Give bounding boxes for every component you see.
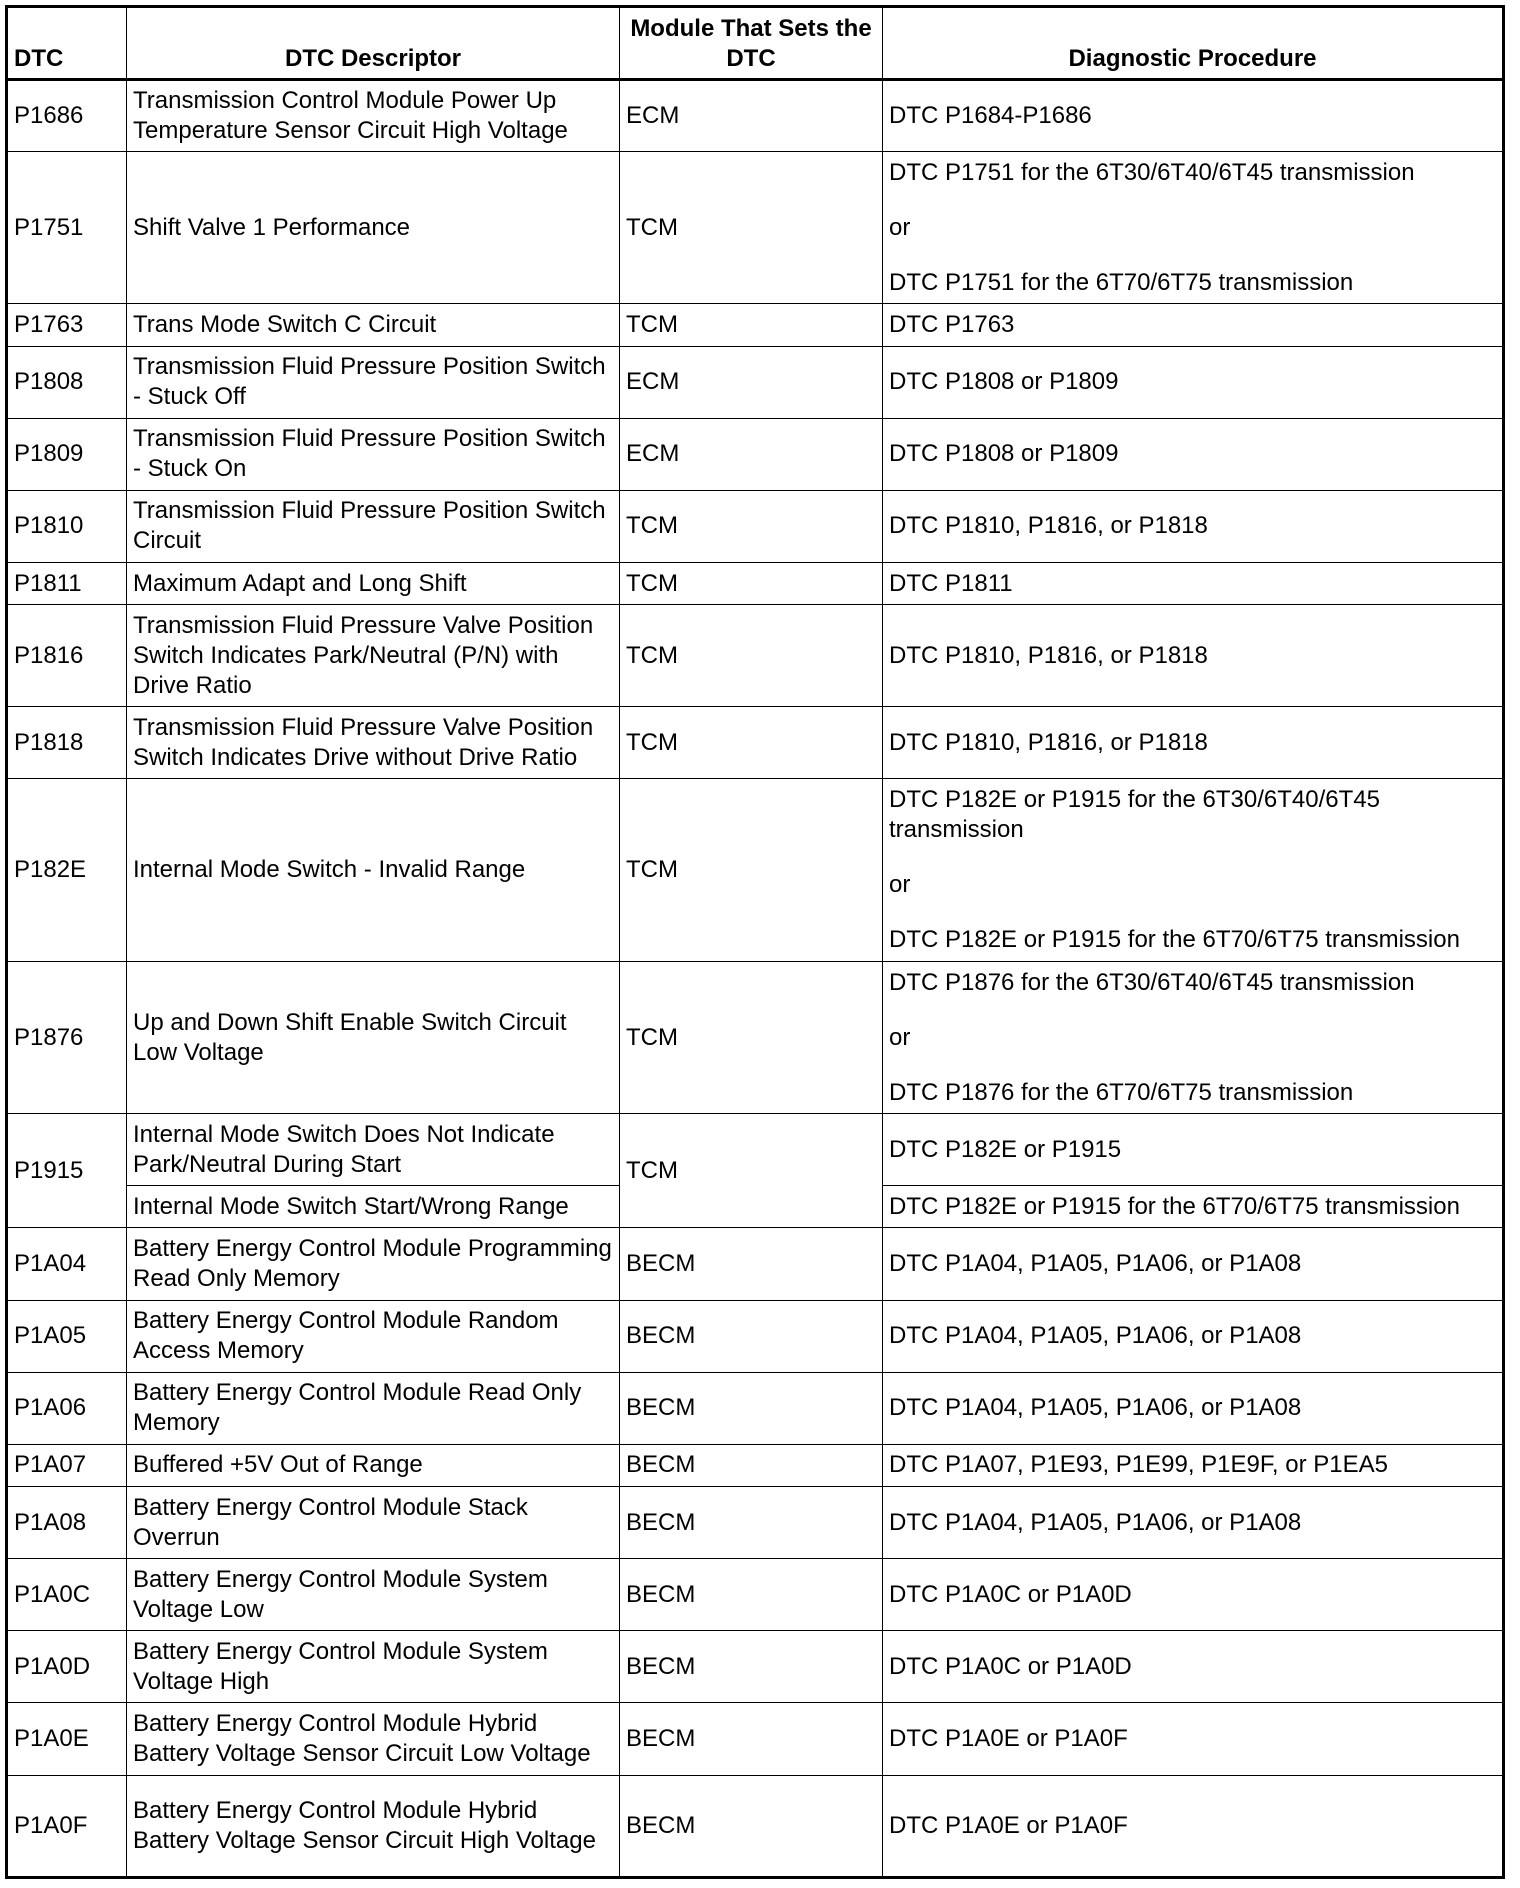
diagnostic-procedure-cell bbox=[883, 1631, 1504, 1703]
module-cell: BECM bbox=[620, 1703, 883, 1775]
module-cell: BECM bbox=[620, 1228, 883, 1300]
table-row bbox=[7, 346, 1504, 418]
dtc-descriptor-cell: Battery Energy Control Module System Voltage High bbox=[127, 1631, 620, 1703]
diagnostic-procedure-cell bbox=[883, 1703, 1504, 1775]
dtc-table bbox=[5, 5, 1505, 1879]
diagnostic-procedure-cell bbox=[883, 1300, 1504, 1372]
dtc-code-cell: P182E bbox=[7, 779, 127, 961]
dtc-code-cell: P1818 bbox=[7, 707, 127, 779]
dtc-descriptor-cell: Battery Energy Control Module Stack Overrun bbox=[127, 1486, 620, 1558]
module-cell: TCM bbox=[620, 1114, 883, 1228]
procedure-line: DTC P1751 for the 6T30/6T40/6T45 transmission bbox=[889, 158, 1415, 186]
header-row bbox=[7, 7, 1504, 80]
table-row bbox=[7, 152, 1504, 304]
diagnostic-procedure-cell bbox=[883, 707, 1504, 779]
module-cell: TCM bbox=[620, 563, 883, 605]
diagnostic-procedure-cell bbox=[883, 80, 1504, 152]
dtc-code-cell: P1816 bbox=[7, 605, 127, 707]
dtc-code-cell: P1808 bbox=[7, 346, 127, 418]
procedure-line: DTC P1808 or P1809 bbox=[889, 368, 1119, 396]
header-descriptor: DTC Descriptor bbox=[127, 7, 620, 80]
module-cell: TCM bbox=[620, 961, 883, 1113]
table-row bbox=[7, 605, 1504, 707]
diagnostic-procedure-cell bbox=[883, 304, 1504, 346]
diagnostic-procedure-cell bbox=[883, 1228, 1504, 1300]
module-cell: ECM bbox=[620, 80, 883, 152]
table-row bbox=[7, 304, 1504, 346]
procedure-line: DTC P1763 bbox=[889, 311, 1015, 339]
diagnostic-procedure-cell bbox=[883, 961, 1504, 1113]
procedure-line: DTC P1A07, P1E93, P1E99, P1E9F, or P1EA5 bbox=[889, 1451, 1388, 1479]
procedure-line: DTC P1A0C or P1A0D bbox=[889, 1652, 1132, 1680]
table-row bbox=[7, 1444, 1504, 1486]
dtc-descriptor-cell: Internal Mode Switch Start/Wrong Range bbox=[127, 1186, 620, 1228]
table-row bbox=[7, 1114, 1504, 1186]
dtc-code-cell: P1810 bbox=[7, 490, 127, 562]
table-row bbox=[7, 1559, 1504, 1631]
procedure-line: or bbox=[889, 1023, 911, 1051]
diagnostic-procedure-cell bbox=[883, 563, 1504, 605]
procedure-line: DTC P1751 for the 6T70/6T75 transmission bbox=[889, 268, 1354, 296]
table-row bbox=[7, 707, 1504, 779]
procedure-line: DTC P1810, P1816, or P1818 bbox=[889, 641, 1208, 669]
diagnostic-procedure-cell bbox=[883, 1486, 1504, 1558]
dtc-descriptor-cell: Battery Energy Control Module Hybrid Battery Voltage Sensor Circuit High Voltage bbox=[127, 1775, 620, 1877]
diagnostic-procedure-cell bbox=[883, 152, 1504, 304]
procedure-line: DTC P182E or P1915 for the 6T70/6T75 transmission bbox=[889, 1192, 1460, 1220]
module-cell: ECM bbox=[620, 418, 883, 490]
dtc-descriptor-cell: Transmission Fluid Pressure Position Switch Circuit bbox=[127, 490, 620, 562]
dtc-descriptor-cell: Battery Energy Control Module Random Access Memory bbox=[127, 1300, 620, 1372]
dtc-descriptor-cell: Battery Energy Control Module Programming Read Only Memory bbox=[127, 1228, 620, 1300]
diagnostic-procedure-cell bbox=[883, 1372, 1504, 1444]
dtc-code-cell: P1A06 bbox=[7, 1372, 127, 1444]
procedure-line: or bbox=[889, 871, 911, 899]
procedure-line: DTC P1A0C or P1A0D bbox=[889, 1580, 1132, 1608]
procedure-line: DTC P1A04, P1A05, P1A06, or P1A08 bbox=[889, 1250, 1302, 1278]
dtc-descriptor-cell: Transmission Fluid Pressure Valve Position Switch Indicates Park/Neutral (P/N) with Drive Ratio bbox=[127, 605, 620, 707]
diagnostic-procedure-cell bbox=[883, 1775, 1504, 1877]
procedure-line: or bbox=[889, 213, 911, 241]
dtc-descriptor-cell: Transmission Fluid Pressure Valve Position Switch Indicates Drive without Drive Ratio bbox=[127, 707, 620, 779]
dtc-descriptor-cell: Battery Energy Control Module System Voltage Low bbox=[127, 1559, 620, 1631]
procedure-line: DTC P1811 bbox=[889, 569, 1013, 597]
dtc-code-cell: P1A0D bbox=[7, 1631, 127, 1703]
dtc-code-cell: P1A0F bbox=[7, 1775, 127, 1877]
procedure-line: DTC P1A04, P1A05, P1A06, or P1A08 bbox=[889, 1322, 1302, 1350]
table-row bbox=[7, 563, 1504, 605]
table-row bbox=[7, 779, 1504, 961]
table-row bbox=[7, 1228, 1504, 1300]
module-cell: ECM bbox=[620, 346, 883, 418]
dtc-descriptor-cell: Up and Down Shift Enable Switch Circuit Low Voltage bbox=[127, 961, 620, 1113]
header-procedure: Diagnostic Procedure bbox=[883, 7, 1504, 80]
diagnostic-procedure-cell bbox=[883, 418, 1504, 490]
procedure-line: DTC P1876 for the 6T30/6T40/6T45 transmission bbox=[889, 968, 1415, 996]
dtc-descriptor-cell: Buffered +5V Out of Range bbox=[127, 1444, 620, 1486]
diagnostic-procedure-cell bbox=[883, 490, 1504, 562]
dtc-code-cell: P1809 bbox=[7, 418, 127, 490]
procedure-line: DTC P1876 for the 6T70/6T75 transmission bbox=[889, 1078, 1354, 1106]
header-module: Module That Sets the DTC bbox=[620, 7, 883, 80]
table-row bbox=[7, 80, 1504, 152]
dtc-descriptor-cell: Transmission Fluid Pressure Position Switch - Stuck Off bbox=[127, 346, 620, 418]
dtc-descriptor-cell: Internal Mode Switch Does Not Indicate Park/Neutral During Start bbox=[127, 1114, 620, 1186]
procedure-line: DTC P1A0E or P1A0F bbox=[889, 1811, 1128, 1839]
dtc-code-cell: P1876 bbox=[7, 961, 127, 1113]
diagnostic-procedure-cell bbox=[883, 346, 1504, 418]
dtc-code-cell: P1A08 bbox=[7, 1486, 127, 1558]
dtc-code-cell: P1A0C bbox=[7, 1559, 127, 1631]
dtc-code-cell: P1751 bbox=[7, 152, 127, 304]
procedure-line: DTC P1684-P1686 bbox=[889, 102, 1092, 130]
module-cell: TCM bbox=[620, 152, 883, 304]
dtc-code-cell: P1686 bbox=[7, 80, 127, 152]
diagnostic-procedure-cell bbox=[883, 1186, 1504, 1228]
table-row bbox=[7, 1300, 1504, 1372]
module-cell: BECM bbox=[620, 1372, 883, 1444]
dtc-code-cell: P1A0E bbox=[7, 1703, 127, 1775]
table-row bbox=[7, 1631, 1504, 1703]
procedure-line: DTC P1810, P1816, or P1818 bbox=[889, 728, 1208, 756]
diagnostic-procedure-cell bbox=[883, 1114, 1504, 1186]
table-row bbox=[7, 490, 1504, 562]
dtc-descriptor-cell: Internal Mode Switch - Invalid Range bbox=[127, 779, 620, 961]
dtc-descriptor-cell: Maximum Adapt and Long Shift bbox=[127, 563, 620, 605]
dtc-code-cell: P1811 bbox=[7, 563, 127, 605]
table-row bbox=[7, 961, 1504, 1113]
dtc-descriptor-cell: Transmission Control Module Power Up Temperature Sensor Circuit High Voltage bbox=[127, 80, 620, 152]
table-row bbox=[7, 418, 1504, 490]
diagnostic-procedure-cell bbox=[883, 605, 1504, 707]
table-body bbox=[7, 80, 1504, 1878]
table-row bbox=[7, 1775, 1504, 1877]
procedure-line: DTC P1810, P1816, or P1818 bbox=[889, 512, 1208, 540]
procedure-line: DTC P1A04, P1A05, P1A06, or P1A08 bbox=[889, 1508, 1302, 1536]
module-cell: TCM bbox=[620, 605, 883, 707]
module-cell: TCM bbox=[620, 779, 883, 961]
module-cell: BECM bbox=[620, 1444, 883, 1486]
header-dtc: DTC bbox=[7, 7, 127, 80]
table-row bbox=[7, 1372, 1504, 1444]
procedure-line: DTC P182E or P1915 for the 6T70/6T75 transmission bbox=[889, 926, 1460, 954]
module-cell: TCM bbox=[620, 707, 883, 779]
table-row bbox=[7, 1703, 1504, 1775]
module-cell: TCM bbox=[620, 304, 883, 346]
table-row bbox=[7, 1486, 1504, 1558]
module-cell: BECM bbox=[620, 1631, 883, 1703]
dtc-descriptor-cell: Shift Valve 1 Performance bbox=[127, 152, 620, 304]
dtc-descriptor-cell: Battery Energy Control Module Hybrid Battery Voltage Sensor Circuit Low Voltage bbox=[127, 1703, 620, 1775]
module-cell: BECM bbox=[620, 1775, 883, 1877]
dtc-descriptor-cell: Battery Energy Control Module Read Only Memory bbox=[127, 1372, 620, 1444]
diagnostic-procedure-cell bbox=[883, 1444, 1504, 1486]
dtc-code-cell: P1763 bbox=[7, 304, 127, 346]
module-cell: BECM bbox=[620, 1486, 883, 1558]
diagnostic-procedure-cell bbox=[883, 779, 1504, 961]
procedure-line: DTC P182E or P1915 bbox=[889, 1135, 1122, 1163]
procedure-line: DTC P1808 or P1809 bbox=[889, 440, 1119, 468]
procedure-line: DTC P1A04, P1A05, P1A06, or P1A08 bbox=[889, 1394, 1302, 1422]
module-cell: BECM bbox=[620, 1300, 883, 1372]
dtc-descriptor-cell: Transmission Fluid Pressure Position Switch - Stuck On bbox=[127, 418, 620, 490]
procedure-line: DTC P1A0E or P1A0F bbox=[889, 1725, 1128, 1753]
dtc-code-cell: P1A04 bbox=[7, 1228, 127, 1300]
dtc-descriptor-cell: Trans Mode Switch C Circuit bbox=[127, 304, 620, 346]
dtc-code-cell: P1915 bbox=[7, 1114, 127, 1228]
dtc-code-cell: P1A07 bbox=[7, 1444, 127, 1486]
procedure-line: DTC P182E or P1915 for the 6T30/6T40/6T45 transmission bbox=[889, 786, 1380, 844]
diagnostic-procedure-cell bbox=[883, 1559, 1504, 1631]
module-cell: TCM bbox=[620, 490, 883, 562]
module-cell: BECM bbox=[620, 1559, 883, 1631]
dtc-code-cell: P1A05 bbox=[7, 1300, 127, 1372]
